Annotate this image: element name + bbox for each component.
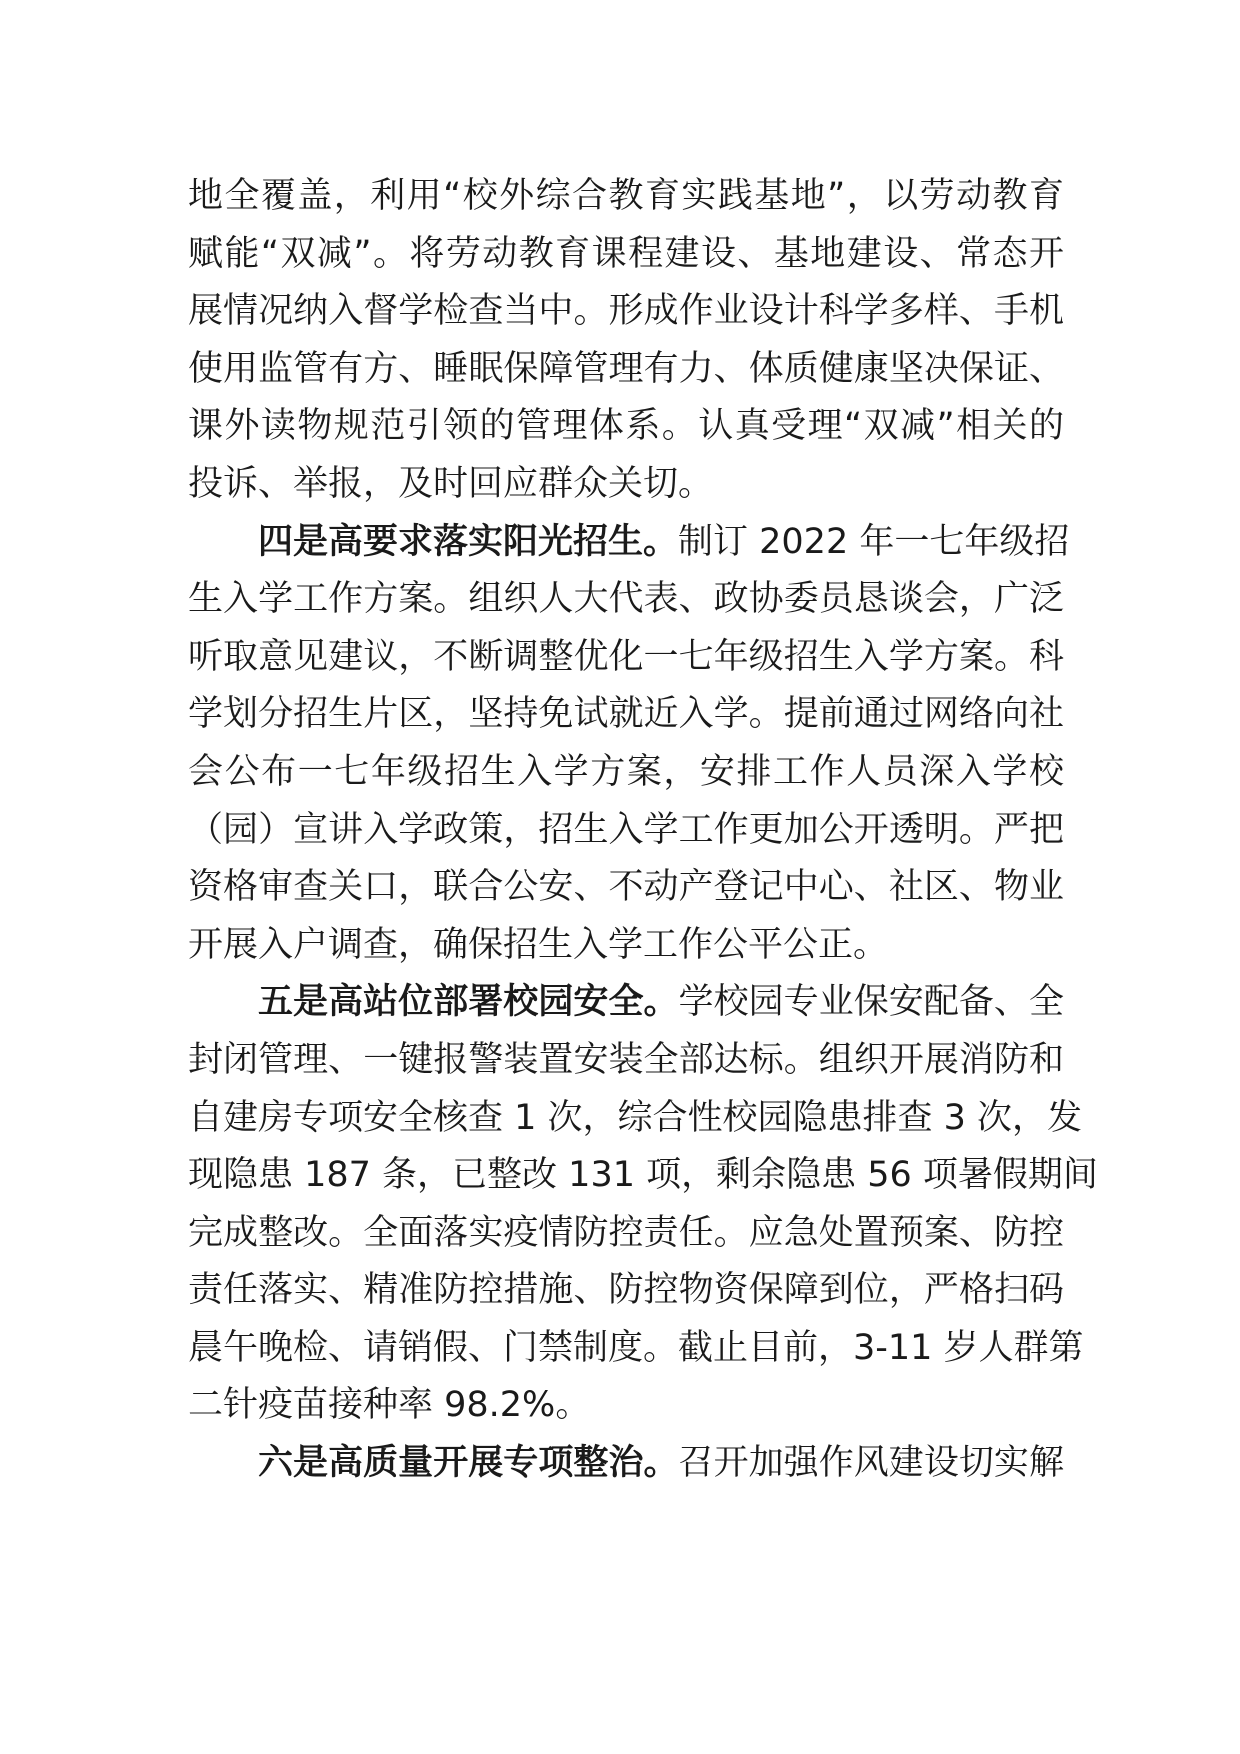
text-line-first <box>188 974 1064 1032</box>
paragraph-heading: 五是高站位部署校园安全。 <box>258 982 679 1023</box>
paragraph-text: 学校园专业保安配备、全 <box>678 982 1064 1023</box>
text-line: 投诉、举报，及时回应群众关切。 <box>188 463 714 504</box>
text-line: 使用监管有方、睡眠保障管理有力、体质健康坚决保证、 <box>188 348 1064 389</box>
paragraph-text: 制订 2022 年一七年级招 <box>678 521 1070 562</box>
paragraph-text: 召开加强作风建设切实解 <box>678 1443 1064 1484</box>
text-line: 完成整改。全面落实疫情防控责任。应急处置预案、防控 <box>188 1212 1064 1253</box>
text-line: 封闭管理、一键报警装置安装全部达标。组织开展消防和 <box>188 1039 1064 1080</box>
text-line: 赋能“双减”。将劳动教育课程建设、基地建设、常态开 <box>188 233 1064 274</box>
text-line: 生入学工作方案。组织人大代表、政协委员恳谈会，广泛 <box>188 579 1064 620</box>
paragraph-heading: 六是高质量开展专项整治。 <box>258 1443 679 1484</box>
text-line: 开展入户调查，确保招生入学工作公平公正。 <box>188 924 889 965</box>
text-line: 听取意见建议，不断调整优化一七年级招生入学方案。科 <box>188 636 1064 677</box>
text-line: 展情况纳入督学检查当中。形成作业设计科学多样、手机 <box>188 291 1064 332</box>
text-line: 晨午晚检、请销假、门禁制度。截止目前，3-11 岁人群第 <box>188 1327 1084 1368</box>
text-line: 自建房专项安全核查 1 次，综合性校园隐患排查 3 次，发 <box>188 1097 1083 1138</box>
text-line: 现隐患 187 条，已整改 131 项，剩余隐患 56 项暑假期间 <box>188 1155 1098 1196</box>
paragraph-2 <box>188 514 1070 975</box>
paragraph-1 <box>188 168 1064 514</box>
paragraph-heading: 四是高要求落实阳光招生。 <box>258 521 679 562</box>
text-line: 责任落实、精准防控措施、防控物资保障到位，严格扫码 <box>188 1270 1064 1311</box>
paragraph-4 <box>188 1435 1064 1493</box>
paragraph-3 <box>188 974 1098 1435</box>
text-line-first <box>188 1435 1064 1493</box>
document-page <box>188 168 1098 1493</box>
text-line: （园）宣讲入学政策，招生入学工作更加公开透明。严把 <box>188 809 1064 850</box>
text-line: 学划分招生片区，坚持免试就近入学。提前通过网络向社 <box>188 694 1064 735</box>
text-line: 会公布一七年级招生入学方案，安排工作人员深入学校 <box>188 751 1064 792</box>
text-line: 地全覆盖，利用“校外综合教育实践基地”，以劳动教育 <box>188 176 1064 216</box>
text-line: 二针疫苗接种率 98.2%。 <box>188 1385 591 1426</box>
text-line: 资格审查关口，联合公安、不动产登记中心、社区、物业 <box>188 867 1064 908</box>
text-line-first <box>188 514 1070 572</box>
text-line: 课外读物规范引领的管理体系。认真受理“双减”相关的 <box>188 406 1064 447</box>
